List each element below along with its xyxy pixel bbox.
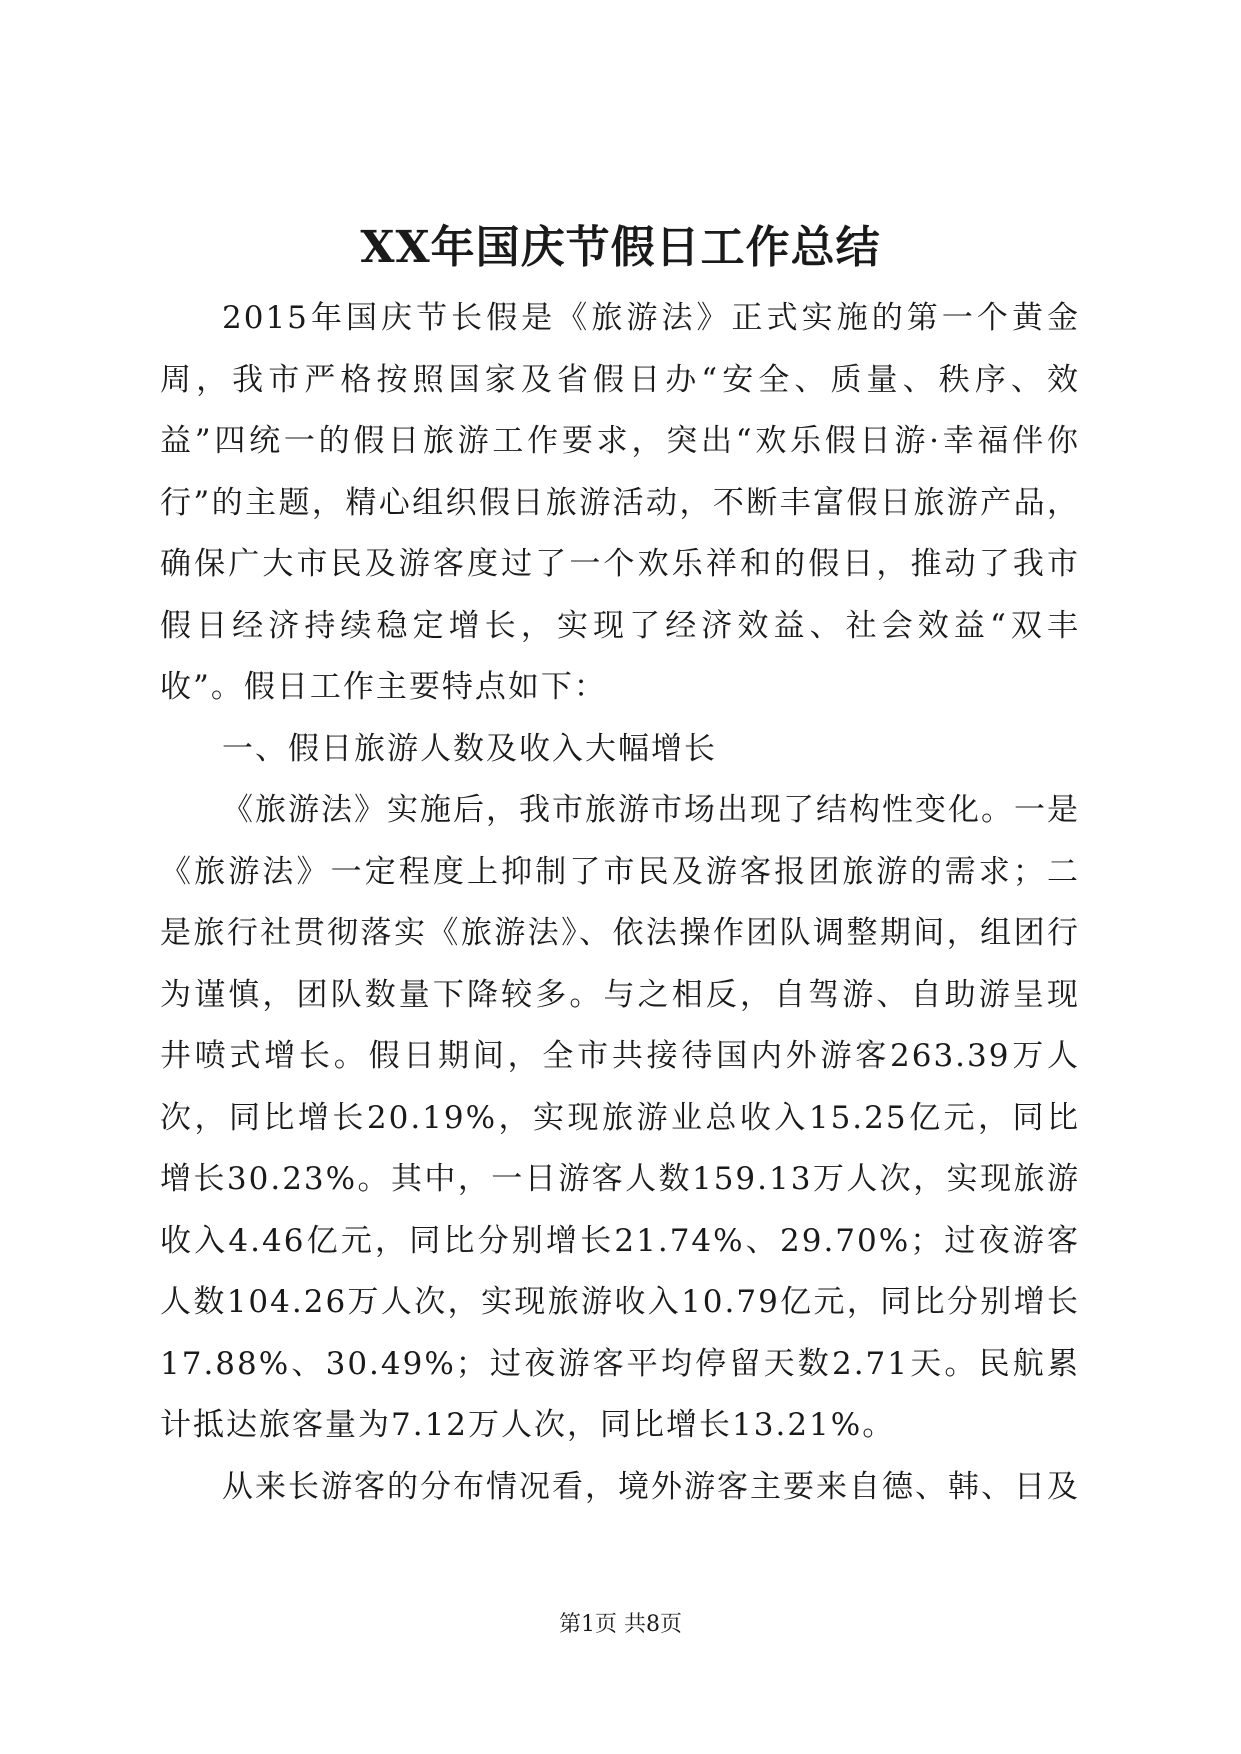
paragraph-statistics: 《旅游法》实施后，我市旅游市场出现了结构性变化。一是《旅游法》一定程度上抑制了市民及游客报团旅游的需求；二是旅行社贯彻落实《旅游法》、依法操作团队调整期间，组团行为谨慎，团队数量下降较多。与之相反，自驾游、自助游呈现井喷式增长。假日期间，全市共接待国内外游客263.39万人次，同比增长20.19%，实现旅游业总收入15.25亿元，同比增长30.23%。其中，一日游客人数159.13万人次，实现旅游收入4.46亿元，同比分别增长21.74%、29.70%；过夜游客人数104.26万人次，实现旅游收入10.79亿元，同比分别增长17.88%、30.49%；过夜游客平均停留天数2.71天。民航累计抵达旅客量为7.12万人次，同比增长13.21%。 — [160, 792, 1080, 1443]
page-number: 第1页 共8页 — [559, 1612, 682, 1637]
paragraph-visitor-origin: 从来长游客的分布情况看，境外游客主要来自德、韩、日及 — [222, 1468, 1080, 1505]
document-title: XX年国庆节假日工作总结 — [360, 222, 881, 273]
paragraph-intro: 2015年国庆节长假是《旅游法》正式实施的第一个黄金周，我市严格按照国家及省假日办“安全、质量、秩序、效益”四统一的假日旅游工作要求，突出“欢乐假日游·幸福伴你行”的主题，精心组织假日旅游活动，不断丰富假日旅游产品，确保广大市民及游客度过了一个欢乐祥和的假日，推动了我市假日经济持续稳定增长，实现了经济效益、社会效益“双丰收”。假日工作主要特点如下： — [160, 300, 1080, 705]
section-heading-1: 一、假日旅游人数及收入大幅增长 — [222, 730, 717, 767]
document-body — [160, 288, 1080, 1518]
